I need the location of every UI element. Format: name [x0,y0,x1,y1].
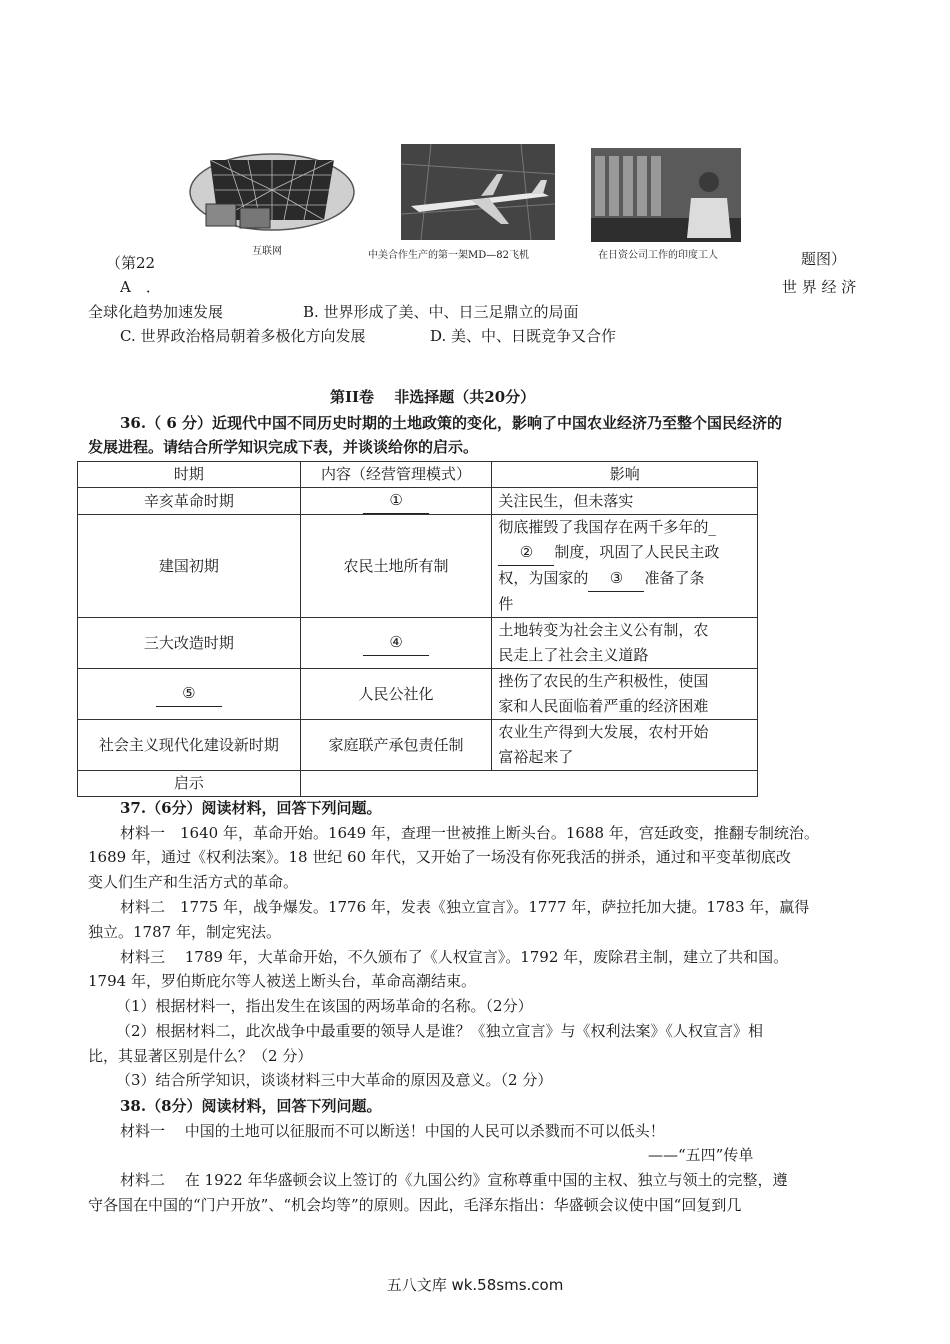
footer-watermark: 五八文库 wk.58sms.com [386,1276,564,1294]
q36-table [77,461,758,797]
worker-icon [591,148,741,242]
impact-line: 件 [498,595,514,613]
q38-material1-source: ——“五四”传单 [648,1146,754,1164]
table-cell-period [78,669,301,720]
q22-option-c: C. 世界政治格局朝着多极化方向发展 [120,327,366,345]
figure-airplane [401,144,555,240]
q37-sub1: （1）根据材料一，指出发生在该国的两场革命的名称。（2分） [116,997,533,1015]
impact-line: 土地转变为社会主义公有制，农 [498,621,709,639]
impact-line: 农业生产得到大发展，农村开始 [498,723,709,741]
impact-line: 富裕起来了 [498,748,574,766]
q38-material2-line2: 守各国在中国的“门户开放”、“机会均等”的原则。因此，毛泽东指出：华盛顿会议使中国“回复到几 [88,1196,742,1214]
table-cell-impact [492,515,758,618]
impact-line [498,540,751,566]
q38-material1: 材料一 中国的土地可以征服而不可以断送！中国的人民可以杀戮而不可以低头！ [120,1122,665,1140]
table-header: 内容（经营管理模式） [300,462,492,488]
impact-line [498,566,751,592]
q22-option-a-prefix: A ． [120,278,161,296]
table-cell-content: 家庭联产承包责任制 [300,720,492,771]
blank-answer[interactable]: ③ [588,566,644,592]
q22-label-left: （第22 [106,254,156,272]
impact-line: 挫伤了农民的生产积极性，使国 [498,672,709,690]
blank-answer[interactable]: ① [363,488,429,514]
table-header: 时期 [78,462,301,488]
q37-material1-line2: 1689 年，通过《权利法案》。18 世纪 60 年代，又开始了一场没有你死我活的拼杀，通过和平变革彻底改 [88,848,791,866]
q37-sub2-line1: （2）根据材料二，此次战争中最重要的领导人是谁？《独立宣言》与《权利法案》《人权宣言》相 [116,1022,764,1040]
table-row [78,488,758,515]
impact-line: 彻底摧毁了我国存在两千多年的_ [498,518,716,536]
table-row [78,771,758,797]
figure-caption-worker: 在日资公司工作的印度工人 [598,250,718,261]
impact-text: 制度，巩固了人民民主政 [554,543,720,561]
table-row [78,720,758,771]
table-header: 影响 [492,462,758,488]
q38-title: 38.（8分）阅读材料，回答下列问题。 [120,1097,382,1115]
figure-internet [188,150,356,232]
q37-material1-line1: 材料一 1640 年，革命开始。1649 年，查理一世被推上断头台。1688 年，宫廷政变，推翻专制统治。 [120,824,819,842]
table-cell-impact [492,669,758,720]
q22-label-right: 题图） [801,250,847,268]
internet-globe-icon [188,150,356,232]
q38-material2-line1: 材料二 在 1922 年华盛顿会议上签订的《九国公约》宣称尊重中国的主权、独立与领土的完整，遵 [120,1171,788,1189]
q37-sub2-line2: 比，其显著区别是什么？（2 分） [88,1047,313,1065]
table-header-row [78,462,758,488]
q36-line1: 36.（ 6 分）近现代中国不同历史时期的土地政策的变化，影响了中国农业经济乃至整个国民经济的 [120,414,782,432]
figure-caption-internet: 互联网 [252,246,282,257]
q22-option-d: D. 美、中、日既竞争又合作 [430,327,617,345]
table-cell-impact [492,720,758,771]
table-row [78,515,758,618]
impact-text: 准备了条 [644,569,705,587]
table-cell-answer[interactable] [300,771,757,797]
q22-option-a: 全球化趋势加速发展 [88,303,224,321]
table-cell-content: 农民土地所有制 [300,515,492,618]
q37-title: 37.（6分）阅读材料，回答下列问题。 [120,799,382,817]
figure-caption-airplane: 中美合作生产的第一架MD—82飞机 [368,250,529,261]
q37-material3-line1: 材料三 1789 年，大革命开始，不久颁布了《人权宣言》。1792 年，废除君主制，建立了共和国。 [120,948,789,966]
table-row [78,618,758,669]
blank-answer[interactable]: ⑤ [156,681,222,707]
table-cell-period: 建国初期 [78,515,301,618]
q37-sub3: （3）结合所学知识，谈谈材料三中大革命的原因及意义。（2 分） [116,1071,553,1089]
table-cell-period: 社会主义现代化建设新时期 [78,720,301,771]
q36-line2: 发展进程。请结合所学知识完成下表，并谈谈给你的启示。 [88,438,479,456]
q37-material2-line1: 材料二 1775 年，战争爆发。1776 年，发表《独立宣言》。1777 年，萨拉托加大捷。1783 年，赢得 [120,898,810,916]
impact-text: 权，为国家的 [498,569,589,587]
blank-answer[interactable]: ② [498,540,554,566]
table-row [78,669,758,720]
impact-line: 家和人民面临着严重的经济困难 [498,697,709,715]
table-cell-period: 启示 [78,771,301,797]
q37-material2-line2: 独立。1787 年，制定宪法。 [88,923,281,941]
section-title: 第II卷 非选择题（共20分） [330,388,536,406]
table-cell-impact: 关注民生，但未落实 [492,488,758,515]
q22-option-b: B. 世界形成了美、中、日三足鼎立的局面 [303,303,579,321]
q22-option-a-tail: 世 界 经 济 [782,278,857,296]
q37-material3-line2: 1794 年，罗伯斯庇尔等人被送上断头台，革命高潮结束。 [88,972,476,990]
table-cell-content [300,618,492,669]
table-cell-content [300,488,492,515]
q37-material1-line3: 变人们生产和生活方式的革命。 [88,873,299,891]
figure-worker [591,148,741,242]
table-cell-period: 辛亥革命时期 [78,488,301,515]
table-cell-period: 三大改造时期 [78,618,301,669]
blank-answer[interactable]: ④ [363,630,429,656]
impact-line: 民走上了社会主义道路 [498,646,649,664]
airplane-icon [401,144,555,240]
table-cell-impact [492,618,758,669]
table-cell-content: 人民公社化 [300,669,492,720]
